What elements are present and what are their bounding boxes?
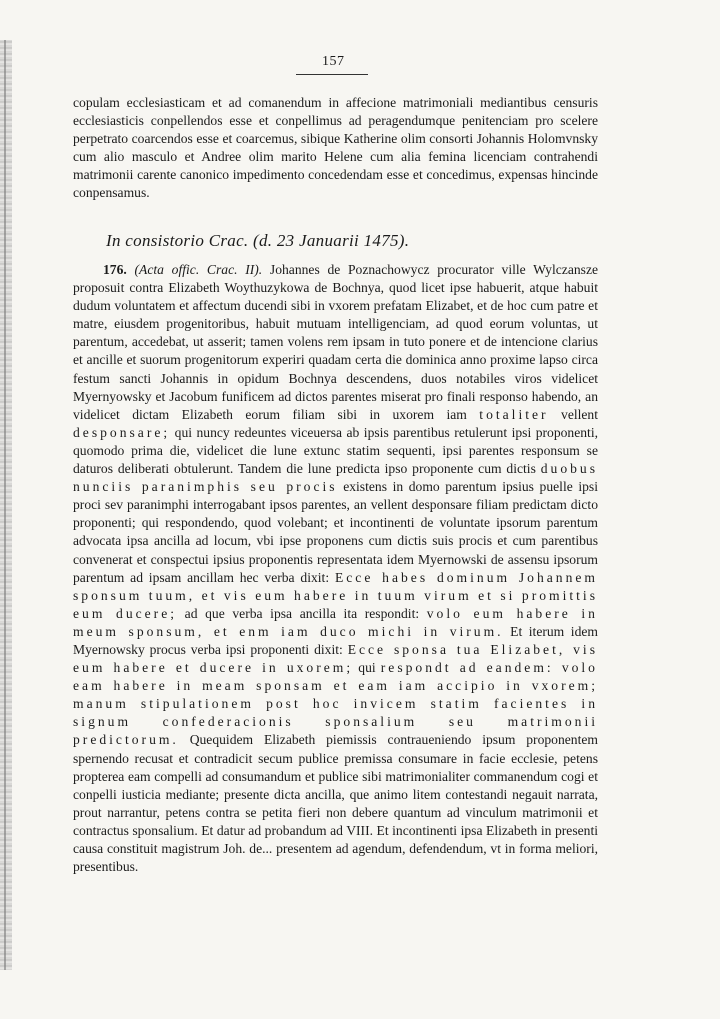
entry-paragraph bbox=[73, 261, 598, 876]
emphasized-text: duobus nunciis paranimphis seu procis bbox=[73, 461, 599, 495]
entry-text: existens in domo parentum ipsius puelle ipsi proci sev paranimphi interrogabant ipsos parentes, an vellent desponsare filiam predictam dicto proponenti; qui respondendo, quod volebant; et incontinenti de voluntate ipsorum parentum advocata ipsa ancilla ad locum, vbi ipse proponens cum dictis suis procis et cum parentibus convenerat et conspectui ipsius proponentis representata idem Myernowski de assensu ipsorum parentum ad ipsam ancillam hec verba dixit: bbox=[73, 479, 598, 585]
emphasized-text: totaliter bbox=[479, 406, 549, 422]
emphasized-text: respondt ad eandem: volo eam habere in meam sponsam et eam iam accipio in vxorem; manum stipulationem post hoc invicem statim facientes in signum confederacionis sponsalium seu matrimonii predictorum. bbox=[73, 660, 598, 748]
entry-text: qui bbox=[358, 660, 376, 676]
emphasized-text: Ecce habes dominum Johannem sponsum tuum, et vis eum habere in tuum virum et si promittis eum ducere; bbox=[73, 569, 598, 621]
entry-text: Quequidem Elizabeth piemissis contraueniendo ipsum proponentem spernendo recusat et contradicit secum publice premissa consumare in facie ecclesie, petens propterea eam compelli ad consumandum et publice sibi matrimonialiter commanendum cogi et conpelli iusticia mediante; presente dicta ancilla, que animo litem contestandi negauit narrata, prout narrantur, petens contra se petita fieri non debere quantum ad vinculum matrimonii et contractus sponsalium. Et datur ad probandum ad VIII. Et incontinenti ipsa Elizabeth in presenti causa constituit magistrum Joh. de... presentem ad agendum, defendendum, vt in forma meliori, presentibus. bbox=[73, 732, 598, 875]
entry-text: Et iterum idem Myernowsky procus verba ipsi proponenti dixit: bbox=[73, 623, 598, 657]
entry-text: Johannes de Poznachowycz procurator ville Wylczansze proposuit contra Elizabeth Woythuzykowa de Bochnya, quod licet ipse habuerit, atque habuit dudum voluntatem et affectum ducendi sibi in vxorem prefatam Elizabet, et de hoc cum patre et matre, eiusdem progenitoribus, habuit mutuam intelligenciam, ad quod eorum voluntas, ut parentum, accedebat, ut asserit; tamen volens rem ipsam in tuto ponere et de intencione clarius et ancille et suorum progenitorum experiri quadam certa die dominica anno proxime lapso circa festum sancti Johannis in opidum Bochnya descendens, duos notabiles viros videlicet Myernyowsky et Jacobum funificem ad dictos parentes miserat pro finali responso habendo, an videlicet dictam Elizabeth eorum filiam sibi in uxorem iam bbox=[73, 262, 599, 422]
opening-paragraph: copulam ecclesiasticam et ad comanendum in affecione matrimoniali mediantibus censuris ecclesiasticis conpellendos esse et conpellimus ad peragendumque penitenciam pro scelere perpetrato coarcendos esse et coarcemus, sibique Katherine olim consorti Johannis Holomvnsky cum alio masculo et Andree olim marito Helene cum alia femina licenciam contrahendi matrimonii carente canonico impedimento concedendam esse et concedimus, expensas hincinde conpensamus. bbox=[73, 95, 598, 201]
entry-number: 176. bbox=[103, 262, 127, 277]
page-number: 157 bbox=[322, 54, 345, 69]
header-rule bbox=[296, 74, 368, 75]
entry-text: ad que verba ipsa ancilla ita respondit: bbox=[184, 605, 420, 621]
entry-source: (Acta offic. Crac. II). bbox=[134, 262, 263, 277]
section-heading: In consistorio Crac. (d. 23 Januarii 1475). bbox=[106, 231, 410, 250]
emphasized-text: desponsare; bbox=[73, 424, 171, 440]
entry-text: vellent bbox=[561, 406, 599, 422]
emphasized-text: Ecce sponsa tua Elizabet, vis eum habere et ducere in uxorem; bbox=[73, 641, 599, 676]
emphasized-text: volo eum habere in meum sponsum, et enm iam duco michi in virum. bbox=[73, 605, 598, 639]
binding-edge bbox=[0, 40, 12, 970]
entry-text: qui nuncy redeuntes viceuersa ab ipsis parentibus retulerunt ipsi proponenti, quomodo prima die, videlicet die lune extunc statim sequenti, ipsi parentes responsum se daturos deliberati obtulerunt. Tandem die lune predicta ipso proponente cum dictis bbox=[73, 424, 598, 477]
binding-line bbox=[4, 40, 6, 970]
